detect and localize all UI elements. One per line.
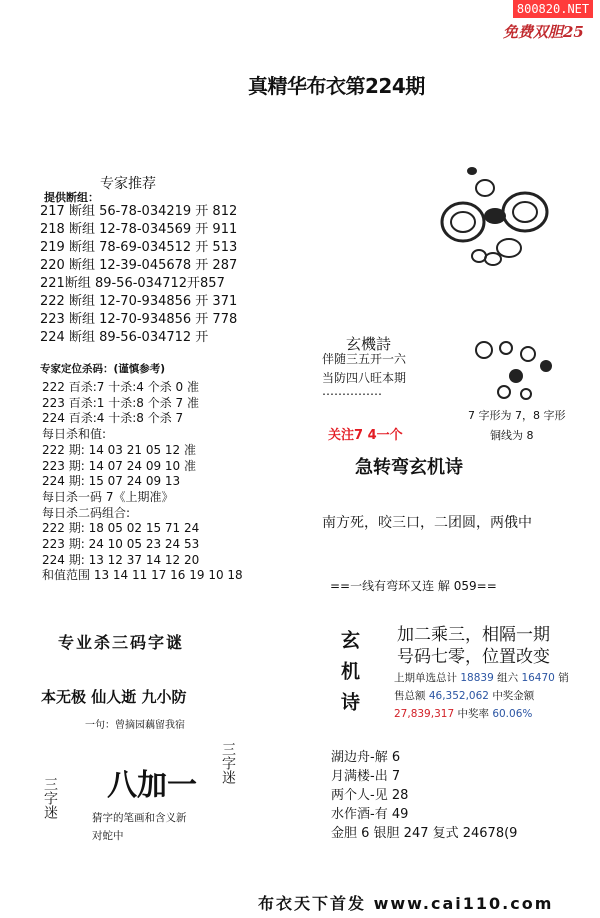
kill-row: 223 期: 24 10 05 23 24 53 <box>42 537 200 552</box>
page-title: 真精华布衣第224期 <box>248 74 425 98</box>
turn-title: 急转弯玄机诗 <box>355 457 463 478</box>
site-badge: 800820.NET <box>513 0 593 18</box>
kill-row: 222 百杀:7 十杀:4 个杀 0 准 <box>42 380 199 394</box>
kill-row: 每日杀和值: <box>42 427 107 442</box>
kill-row: 224 百杀:4 十杀:8 个杀 7 <box>42 411 184 426</box>
kill-row: 222 期: 14 03 21 05 12 准 <box>42 442 196 457</box>
expert-rows <box>40 203 237 347</box>
riddle-vertical-right: 三字迷 <box>220 742 236 784</box>
expert-row: 218 断组 12-78-034569 开 911 <box>40 222 238 237</box>
expert-row: 221断组 89-56-034712开857 <box>40 276 225 291</box>
kill-row: 223 百杀:1 十杀:8 个杀 7 准 <box>42 395 199 410</box>
small-chain-illustration <box>470 340 560 402</box>
riddle-note1: 猜字的笔画和含义新 <box>92 812 187 824</box>
stats-line-1: 上期单选总计 18839 组六 16470 销 <box>394 672 569 684</box>
poem-line: 当防四八旺本期 <box>322 371 407 385</box>
kill-row: 每日杀二码组合: <box>42 505 131 520</box>
expert-row: 220 断组 12-39-045678 开 287 <box>40 258 238 273</box>
expert-title: 专家推荐 <box>100 176 156 192</box>
xuanji-vertical: 玄机诗 <box>338 630 360 723</box>
kill-title: 专家定位杀码：(谨慎参考) <box>40 363 166 375</box>
expert-row: 222 断组 12-70-934856 开 371 <box>40 294 238 309</box>
kill-row: 每日杀一码 7《上期准》 <box>42 489 174 504</box>
free-tag: 免费双胆25 <box>503 23 584 41</box>
kill-row: 224 期: 13 12 37 14 12 20 <box>42 552 200 567</box>
stats-block <box>394 669 569 723</box>
bottom-list-item: 两个人-见 28 <box>331 788 409 803</box>
riddle-line: 本无极 仙人逝 九小防 <box>41 688 187 706</box>
xuanji-poem-lines <box>322 350 406 388</box>
riddle-vertical-left: 三字迷 <box>42 777 58 819</box>
riddle-big-text: 八加一 <box>107 768 197 803</box>
xuanji-poem-title: 玄機詩 <box>346 335 392 353</box>
focus-line: 关注7 4一个 <box>328 428 403 443</box>
bottom-list-item: 湖边舟-解 6 <box>331 750 401 765</box>
kill-row: 和值范围 13 14 11 17 16 19 10 18 <box>42 568 243 583</box>
kill-row: 222 期: 18 05 02 15 71 24 <box>42 521 200 536</box>
bottom-list <box>331 748 517 843</box>
expert-row: 224 断组 89-56-034712 开 <box>40 330 209 345</box>
bottom-list-item: 金胆 6 银胆 247 复式 24678(9 <box>331 826 518 841</box>
chain-illustration <box>427 166 557 272</box>
expert-row: 223 断组 12-70-934856 开 778 <box>40 312 238 327</box>
expert-row: 219 断组 78-69-034512 开 513 <box>40 240 238 255</box>
expert-row: 217 断组 56-78-034219 开 812 <box>40 204 238 219</box>
kill-row: 223 期: 14 07 24 09 10 准 <box>42 458 196 473</box>
riddle-title: 专业杀三码字谜 <box>58 633 185 652</box>
xuanji-lines <box>397 624 550 668</box>
south-line: 南方死，咬三口，二团圆，两俄中 <box>322 515 532 531</box>
xuanji-line: 号码七零，位置改变 <box>397 647 550 667</box>
footer: 布衣天下首发 www.cai110.com <box>258 894 554 913</box>
head-note: 铜线为 8 <box>490 429 534 442</box>
riddle-hint: 一句：曾摘园藕留我宿 <box>85 720 185 731</box>
poem-line: 伴随三五开一六 <box>322 352 407 366</box>
riddle-note2: 对蛇中 <box>92 830 124 842</box>
shape-note: 7 字形为 7，8 字形 <box>468 409 566 422</box>
kill-row: 224 期: 15 07 24 09 13 <box>42 474 181 489</box>
bottom-list-item: 月满楼-出 7 <box>331 769 401 784</box>
xuanji-line: 加二乘三，相隔一期 <box>397 625 550 645</box>
provider-label: 提供断组： <box>44 191 99 204</box>
kill-rows <box>42 380 243 584</box>
poem-cutoff: …………… <box>322 388 382 396</box>
line-verse: ==一线有弯环又连 解 059== <box>330 579 497 593</box>
stats-line-2: 售总额 46,352,062 中奖金额 <box>394 690 535 702</box>
stats-line-3: 27,839,317 中奖率 60.06% <box>394 708 533 720</box>
bottom-list-item: 水作酒-有 49 <box>331 807 409 822</box>
